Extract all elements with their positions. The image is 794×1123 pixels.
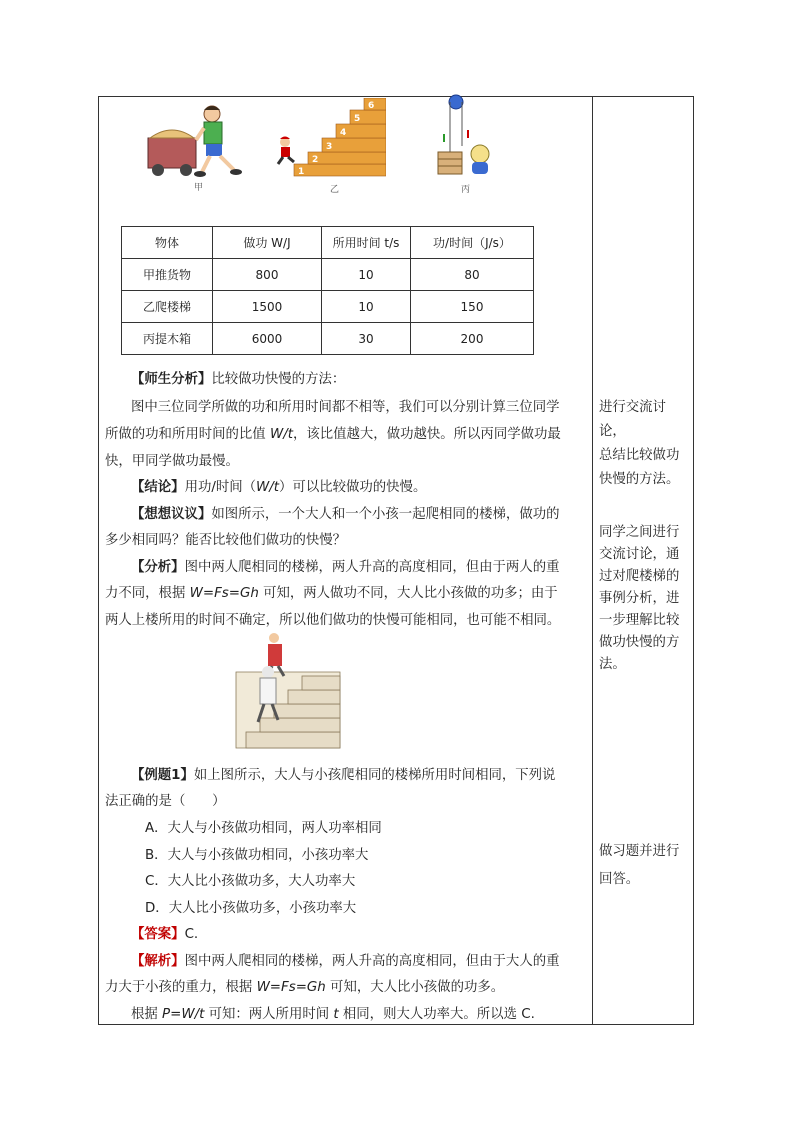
- answer: [131, 921, 198, 948]
- think-tag: 【想想议议】: [131, 507, 212, 522]
- analysis2-line-3: 两人上楼所用的时间不确定，所以他们做功的快慢可能相同，也可能不相同。: [105, 613, 561, 628]
- final-text-b: 可知：两人所用时间: [204, 1007, 334, 1022]
- answer-tag: 【答案】: [131, 927, 185, 942]
- analysis-line-2a: 所做的功和所用时间的比值: [105, 427, 270, 442]
- option-a: A．大人与小孩做功相同，两人功率相同: [145, 821, 382, 836]
- stair-number-3: 3: [326, 142, 333, 152]
- table-cell: 10: [322, 291, 411, 323]
- table-cell: 200: [411, 323, 534, 355]
- option-d: D．大人比小孩做功多，小孩功率大: [145, 901, 357, 916]
- table-cell: 80: [411, 259, 534, 291]
- side-note-line: 总结比较做功: [599, 448, 680, 463]
- table-header-cell: 功/时间（J/s）: [411, 227, 534, 259]
- table-cell: 丙提木箱: [122, 323, 213, 355]
- table-cell: 800: [213, 259, 322, 291]
- final-text-c: 相同，则大人功率大。所以选 C.: [338, 1007, 535, 1022]
- analysis-tag: 【师生分析】: [131, 372, 212, 387]
- side-note-line: 法。: [599, 657, 626, 672]
- conclusion-text-a: 用功/时间（: [184, 480, 257, 495]
- analysis-title: 比较做功快慢的方法：: [211, 372, 346, 387]
- side-note-line: 过对爬楼梯的: [599, 569, 680, 584]
- column-divider: [592, 96, 593, 1025]
- think-text-1: 如图所示，一个大人和一个小孩一起爬相同的楼梯，做功的: [211, 507, 560, 522]
- conclusion: [131, 474, 426, 501]
- explain-text-1: 图中两人爬相同的楼梯，两人升高的高度相同，但由于大人的重: [184, 954, 560, 969]
- side-note-line: 交流讨论，通: [599, 547, 680, 562]
- table-cell: 1500: [213, 291, 322, 323]
- think-line-2: 多少相同吗？能否比较他们做功的快慢？: [105, 533, 347, 548]
- final-t: t: [333, 1007, 339, 1022]
- side-note-line: 做功快慢的方: [599, 635, 680, 650]
- analysis-heading: [131, 366, 345, 393]
- final-line: [131, 1001, 535, 1028]
- side-note-2: [599, 522, 689, 676]
- example-tag: 【例题1】: [131, 768, 194, 783]
- stair-number-6: 6: [368, 101, 375, 111]
- analysis2-formula: W=Fs=Gh: [189, 586, 259, 601]
- side-note-line: 回答。: [599, 872, 640, 887]
- table-row: [122, 291, 534, 323]
- conclusion-text-b: ）可以比较做功的快慢。: [279, 480, 427, 495]
- figure-label-yi: 乙: [330, 185, 340, 195]
- pulley-illustration: [432, 94, 498, 182]
- side-note-1: [599, 396, 689, 492]
- option-c: C．大人比小孩做功多，大人功率大: [145, 874, 356, 889]
- side-note-line: 快慢的方法。: [599, 472, 680, 487]
- table-row: [122, 323, 534, 355]
- analysis2-tag: 【分析】: [131, 560, 185, 575]
- analysis-line-3: 快，甲同学做功最慢。: [105, 454, 239, 469]
- stairs-illustration: [276, 98, 386, 180]
- side-note-line: 进行交流讨论，: [599, 400, 666, 439]
- table-cell: 10: [322, 259, 411, 291]
- stair-number-4: 4: [340, 128, 347, 138]
- conclusion-tag: 【结论】: [131, 480, 185, 495]
- analysis-line-2: [105, 421, 561, 448]
- explain-line-1: [131, 948, 560, 975]
- side-note-line: 一步理解比较: [599, 613, 680, 628]
- answer-value: C.: [184, 927, 199, 942]
- explain-line-2: [105, 974, 504, 1001]
- table-header-cell: 做功 W/J: [213, 227, 322, 259]
- side-note-line: 同学之间进行: [599, 525, 680, 540]
- explain-formula: W=Fs=Gh: [256, 980, 326, 995]
- table-cell: 甲推货物: [122, 259, 213, 291]
- example-line-1: [131, 762, 555, 789]
- analysis2-line-2: [105, 580, 558, 607]
- table-cell: 乙爬楼梯: [122, 291, 213, 323]
- analysis2-text-2a: 力不同，根据: [105, 586, 190, 601]
- table-header-cell: 物体: [122, 227, 213, 259]
- example-line-2: 法正确的是（ ）: [105, 794, 226, 809]
- example-text-1: 如上图所示，大人与小孩爬相同的楼梯所用时间相同，下列说: [193, 768, 556, 783]
- table-cell: 30: [322, 323, 411, 355]
- explain-text-2a: 力大于小孩的重力，根据: [105, 980, 257, 995]
- stair-number-2: 2: [312, 155, 319, 165]
- explain-text-2b: 可知，大人比小孩做的功多。: [325, 980, 505, 995]
- cart-push-illustration: [140, 100, 260, 180]
- conclusion-wt: W/t: [256, 480, 280, 495]
- analysis2-text-2b: 可知，两人做功不同，大人比小孩做的功多；由于: [258, 586, 558, 601]
- work-time-table: [121, 226, 534, 355]
- table-cell: 150: [411, 291, 534, 323]
- stair-number-1: 1: [298, 167, 305, 177]
- figure-label-jia: 甲: [194, 183, 204, 193]
- table-header-row: [122, 227, 534, 259]
- final-text-a: 根据: [131, 1007, 163, 1022]
- analysis2-line-1: [131, 554, 560, 581]
- adult-child-stairs-illustration: [232, 632, 344, 750]
- table-row: [122, 259, 534, 291]
- table-cell: 6000: [213, 323, 322, 355]
- stair-number-5: 5: [354, 114, 361, 124]
- final-formula: P=W/t: [162, 1007, 205, 1022]
- analysis-line-2b: ，该比值越大，做功越快。所以丙同学做功最: [292, 427, 561, 442]
- analysis-wt: W/t: [269, 427, 293, 442]
- analysis2-text-1: 图中两人爬相同的楼梯，两人升高的高度相同，但由于两人的重: [184, 560, 560, 575]
- figure-label-bing: 丙: [461, 185, 471, 195]
- side-note-3: [599, 838, 689, 894]
- analysis-line-1: 图中三位同学所做的功和所用时间都不相等，我们可以分别计算三位同学: [131, 400, 560, 415]
- explain-tag: 【解析】: [131, 954, 185, 969]
- table-header-cell: 所用时间 t/s: [322, 227, 411, 259]
- think-line-1: [131, 501, 560, 528]
- side-note-line: 做习题并进行: [599, 844, 680, 859]
- option-b: B．大人与小孩做功相同，小孩功率大: [145, 848, 369, 863]
- side-note-line: 事例分析，进: [599, 591, 680, 606]
